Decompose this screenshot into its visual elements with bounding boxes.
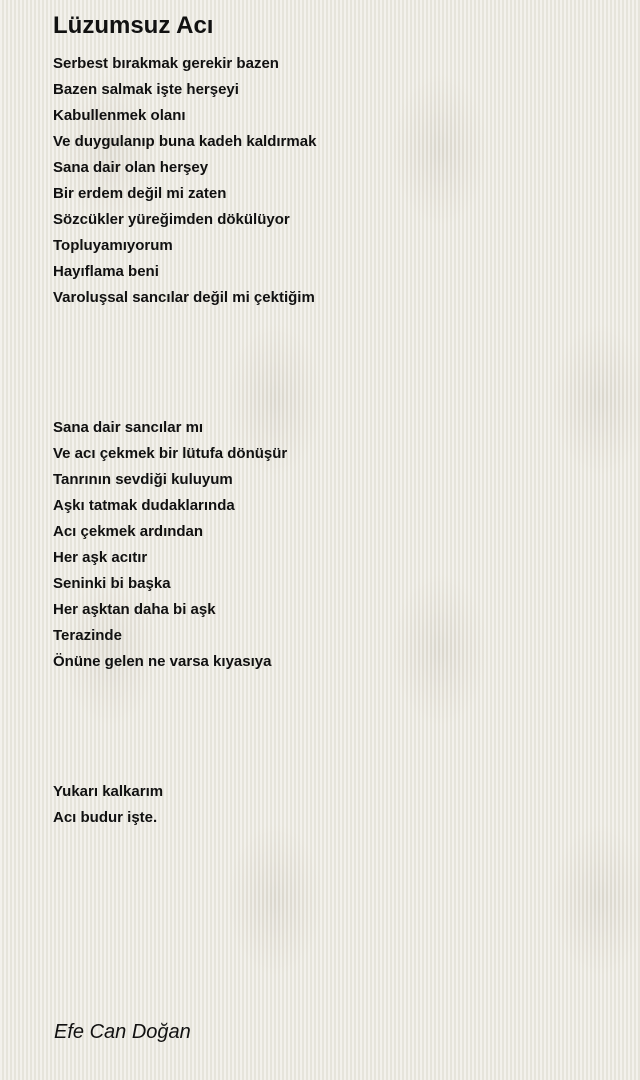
poem-line: Acı çekmek ardından bbox=[53, 523, 204, 540]
stanza-1 bbox=[53, 51, 613, 311]
poem-line: Tanrının sevdiği kuluyum bbox=[53, 471, 233, 488]
poem-line: Serbest bırakmak gerekir bazen bbox=[53, 55, 279, 72]
poem-line: Bir erdem değil mi zaten bbox=[53, 185, 227, 202]
poem-line: Terazinde bbox=[53, 627, 122, 644]
poem-line: Aşkı tatmak dudaklarında bbox=[53, 497, 235, 514]
poem-title: Lüzumsuz Acı bbox=[53, 12, 214, 39]
stanza-3 bbox=[53, 779, 613, 831]
poem-line: Önüne gelen ne varsa kıyasıya bbox=[53, 653, 272, 670]
poem-line: Bazen salmak işte herşeyi bbox=[53, 81, 239, 98]
stanza-2 bbox=[53, 415, 613, 675]
poem-line: Yukarı kalkarım bbox=[53, 783, 164, 800]
poem-line: Varoluşsal sancılar değil mi çektiğim bbox=[53, 289, 315, 306]
poem-line: Her aşk acıtır bbox=[53, 549, 148, 566]
poem-line: Hayıflama beni bbox=[53, 263, 159, 280]
poem-author: Efe Can Doğan bbox=[54, 1021, 191, 1043]
poem-line: Acı budur işte. bbox=[53, 809, 158, 826]
poem-line: Seninki bi başka bbox=[53, 575, 171, 592]
poem-line: Ve duygulanıp buna kadeh kaldırmak bbox=[53, 133, 317, 150]
poem-line: Her aşktan daha bi aşk bbox=[53, 601, 216, 618]
poem-line: Ve acı çekmek bir lütufa dönüşür bbox=[53, 445, 288, 462]
poem-body bbox=[53, 51, 613, 831]
poem-line: Sana dair sancılar mı bbox=[53, 419, 204, 436]
poem-line: Topluyamıyorum bbox=[53, 237, 173, 254]
poem-line: Kabullenmek olanı bbox=[53, 107, 186, 124]
poem-line: Sana dair olan herşey bbox=[53, 159, 209, 176]
poem-line: Sözcükler yüreğimden dökülüyor bbox=[53, 211, 290, 228]
